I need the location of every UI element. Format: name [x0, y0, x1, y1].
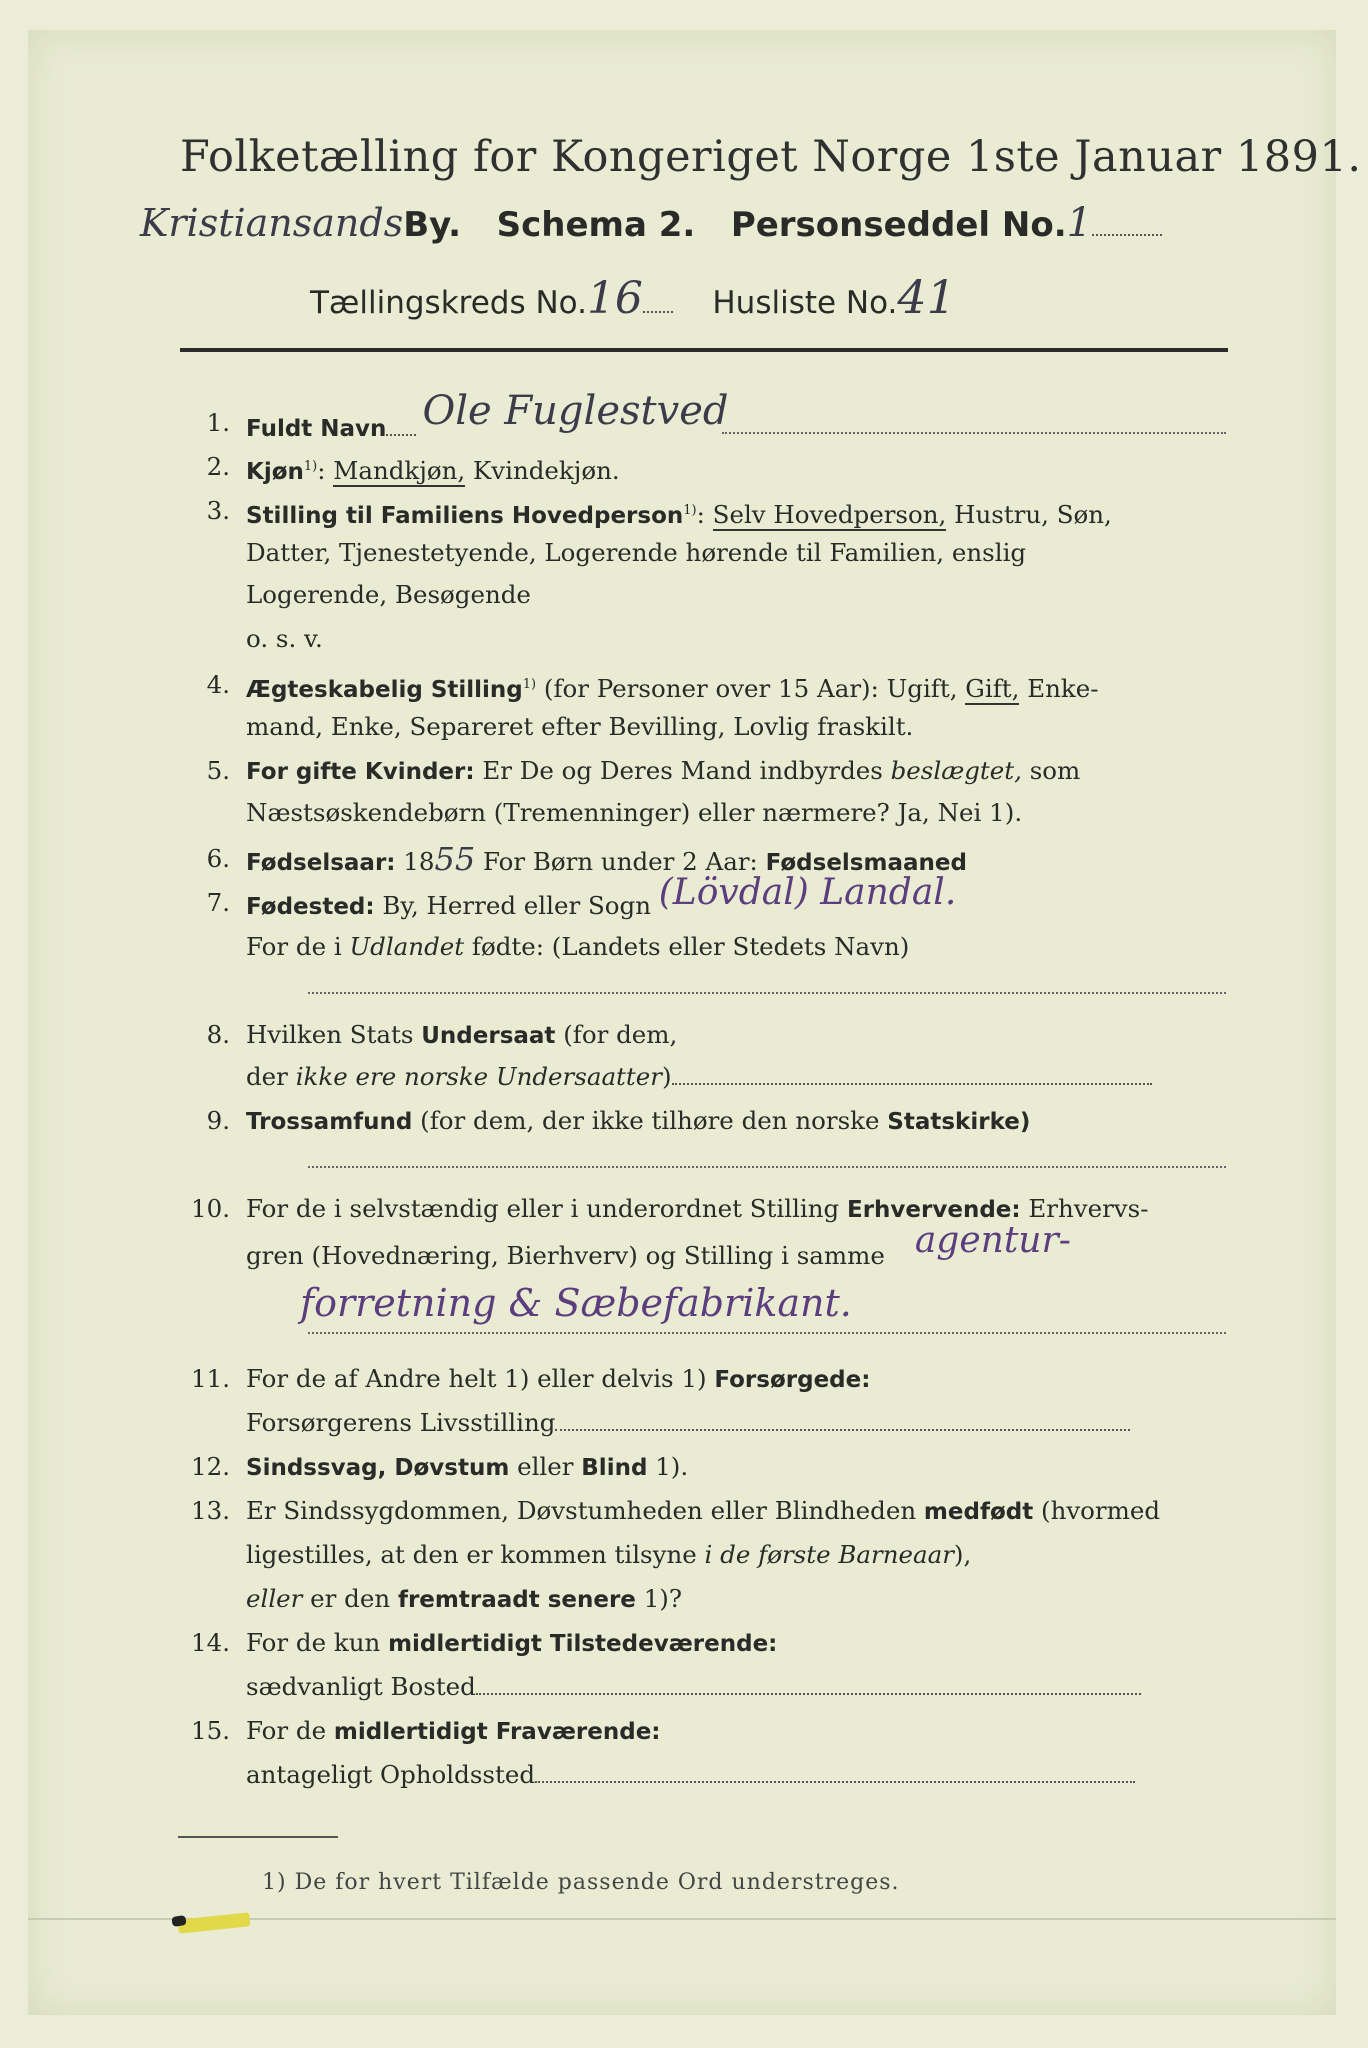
- dotted-line: [308, 992, 1226, 994]
- by-label: By.: [403, 205, 462, 245]
- dotted-line: [722, 432, 1226, 434]
- dotted-line: [308, 1332, 1226, 1334]
- husliste-label: Husliste No.: [712, 285, 898, 321]
- occupation-answer-1: agentur-: [914, 1220, 1071, 1261]
- header-rule: [180, 348, 1228, 352]
- footnote: 1) De for hvert Tilfælde passende Ord understreges.: [262, 1870, 900, 1895]
- kreds-number: 16: [586, 273, 643, 324]
- footnote-rule: [178, 1836, 338, 1838]
- name-answer: Ole Fuglestved: [422, 388, 729, 434]
- birthplace-answer: (Lövdal) Landal.: [658, 872, 957, 913]
- form-title: Folketælling for Kongeriget Norge 1ste Januar 1891.: [180, 132, 1362, 182]
- personseddel-label: Personseddel No.: [730, 205, 1067, 245]
- city-handwritten: Kristiansands: [140, 201, 404, 245]
- kreds-line: [310, 270, 1210, 324]
- form-subtitle: [140, 200, 1220, 246]
- item-label: Fuldt Navn: [246, 416, 387, 442]
- husliste-number: 41: [897, 270, 956, 324]
- kreds-label: Tællingskreds No.: [310, 285, 587, 321]
- schema-label: Schema 2.: [496, 205, 696, 245]
- birth-year-answer: 55: [434, 840, 476, 878]
- personseddel-number: 1: [1066, 200, 1093, 246]
- occupation-answer-2: forretning & Sæbefabrikant.: [300, 1281, 852, 1325]
- dotted-line: [308, 1166, 1226, 1168]
